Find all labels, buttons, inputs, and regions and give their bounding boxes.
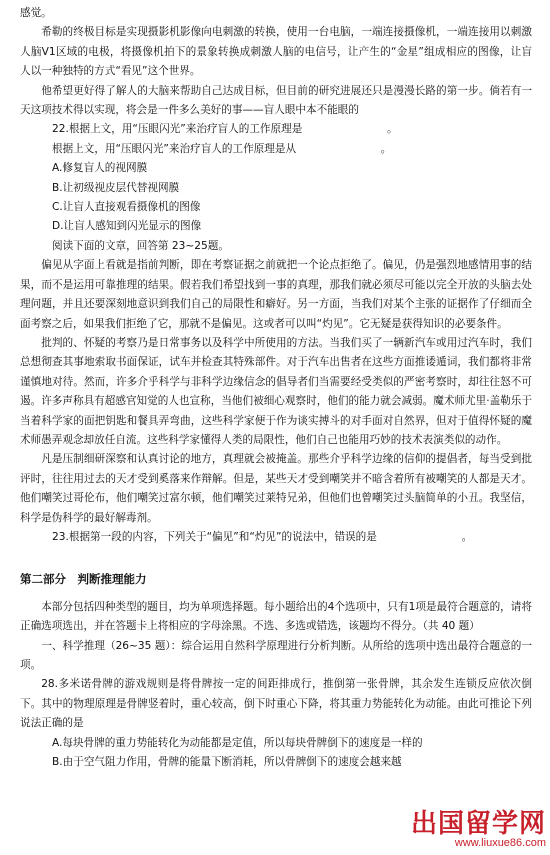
reading-instruction: 阅读下面的文章，回答第 23~25题。 (52, 239, 229, 252)
question-22-repeat: 根据上文，用“压眼闪光”来治疗盲人的工作原理是从 。 (52, 142, 392, 155)
option-c: C.让盲人直接观看摄像机的图像 (52, 201, 201, 214)
watermark-logo (411, 809, 546, 849)
option-b: B.由于空气阻力作用，骨牌的能量下断消耗，所以骨牌倒下的速度会越来越 (52, 756, 402, 769)
question-23: 23.根据第一段的内容，下列关于“偏见”和“灼见”的说法中，错误的是 。 (52, 530, 473, 543)
paragraph: 希勒的终极目标是实现摄影机影像向电刺激的转换，使用一台电脑，一端连接摄像机，一端连接用以刺激人脑V1区域的电极，将摄像机拍下的景象转换成刺激人脑的电信号，让产生的“金星”组成相应的图像，让盲人以一种独特的方式“看见”这个世界。 (20, 26, 532, 78)
question-22: 22.根据上文，用“压眼闪光”来治疗盲人的工作原理是 。 (52, 123, 398, 136)
watermark-text: 出国留学网 (410, 808, 546, 838)
paragraph: 偏见从字面上看就是指前判断，即在考察证据之前就把一个论点拒绝了。偏见，仍是强烈地感情用事的结果，而不是运用可靠推理的结果。假若我们希望找到一事的真理，那我们就必须尽可能以完全开放的头脑去处理问题，并且还要深刻地意识到我们自己的局限性和癖好。另一方面，当我们对某个主张的证据作了仔细而全面考察之后，如果我们拒绝了它，那就不是偏见。这或者可以叫“灼见”。它无疑是获得知识的必要条件。 (20, 259, 532, 330)
option-b: B.让初级视皮层代替视网膜 (52, 181, 180, 194)
document-page (20, 4, 532, 772)
paragraph: 批判的、怀疑的考察乃是日常事务以及科学中所使用的方法。当我们买了一辆新汽车或用过汽车时，我们总想彻查其事地索取书面保证，试车并检查其特殊部件。对于汽车出售者在这些方面推诿遁词，我们都将非常谨慎地对待。然而，许多介乎科学与非科学边缘信念的倡导者们当需要经受类似的严密考察时，却往往怒不可遏。许多声称具有超感官知觉的人也宣称，当他们被细心观察时，他们的能力就会减弱。魔术师尤里·盖勒乐于当着科学家的面把钥匙和餐具弄弯曲，这些科学家便于作为谈实搏斗的对手面对自然界，但对于值得怀疑的魔术师愚弄观念却放任自流。这些科学家懂得人类的局限性，他们自己也能用巧妙的技术表演类似的动作。 (20, 336, 532, 446)
text-line: 感觉。 (20, 7, 52, 19)
option-a: A.修复盲人的视网膜 (52, 162, 148, 175)
paragraph: 他希望更好得了解人的大脑来帮助自己达成目标，但目前的研究进展还只是漫漫长路的第一步。倘若有一天这项技术得以实现，将会是一件多么美好的事——盲人眼中本不能眼的 (20, 84, 532, 117)
watermark-url: www.liuxue86.com (454, 837, 546, 849)
paragraph: 一、科学推理（26~35 题）：综合运用自然科学原理进行分析判断。从所给的选项中选出最符合题意的一项。 (20, 639, 532, 671)
option-d: D.让盲人感知到闪光显示的图像 (52, 220, 202, 233)
question-28: 28.多米诺骨牌的游戏规则是将骨牌按一定的间距排成行，推倒第一张骨牌，其余发生连锁反应依次倒下。其中的物理原理是骨牌竖着时，重心较高，倒下时重心下降，将其重力势能转化为动能。由此可推论下列说法正确的是 (20, 678, 532, 730)
paragraph: 本部分包括四种类型的题目，均为单项选择题。每小题给出的4个选项中，只有1项是最符合题意的，请将正确选项选出，并在答题卡上将相应的字母涂黑。不选、多选或错选，该题均不得分。（共 40 题） (20, 600, 532, 633)
section-heading: 第二部分 判断推理能力 (20, 572, 147, 587)
paragraph: 凡是压制细研深察和认真讨论的地方，真理就会被掩盖。那些介乎科学边缘的信仰的提倡者，每当受到批评时，往往用过去的天才受到奚落来作辩解。但是，某些天才受到嘲笑并不暗含着所有被嘲笑的人都是天才。他们嘲笑过哥伦布，他们嘲笑过富尔顿，他们嘲笑过莱特兄弟，但他们也曾嘲笑过头脑简单的小丑。我坚信，科学是伪科学的最好解毒剂。 (20, 453, 532, 524)
option-a: A.每块骨牌的重力势能转化为动能都是定值，所以每块骨牌倒下的速度是一样的 (52, 736, 423, 749)
